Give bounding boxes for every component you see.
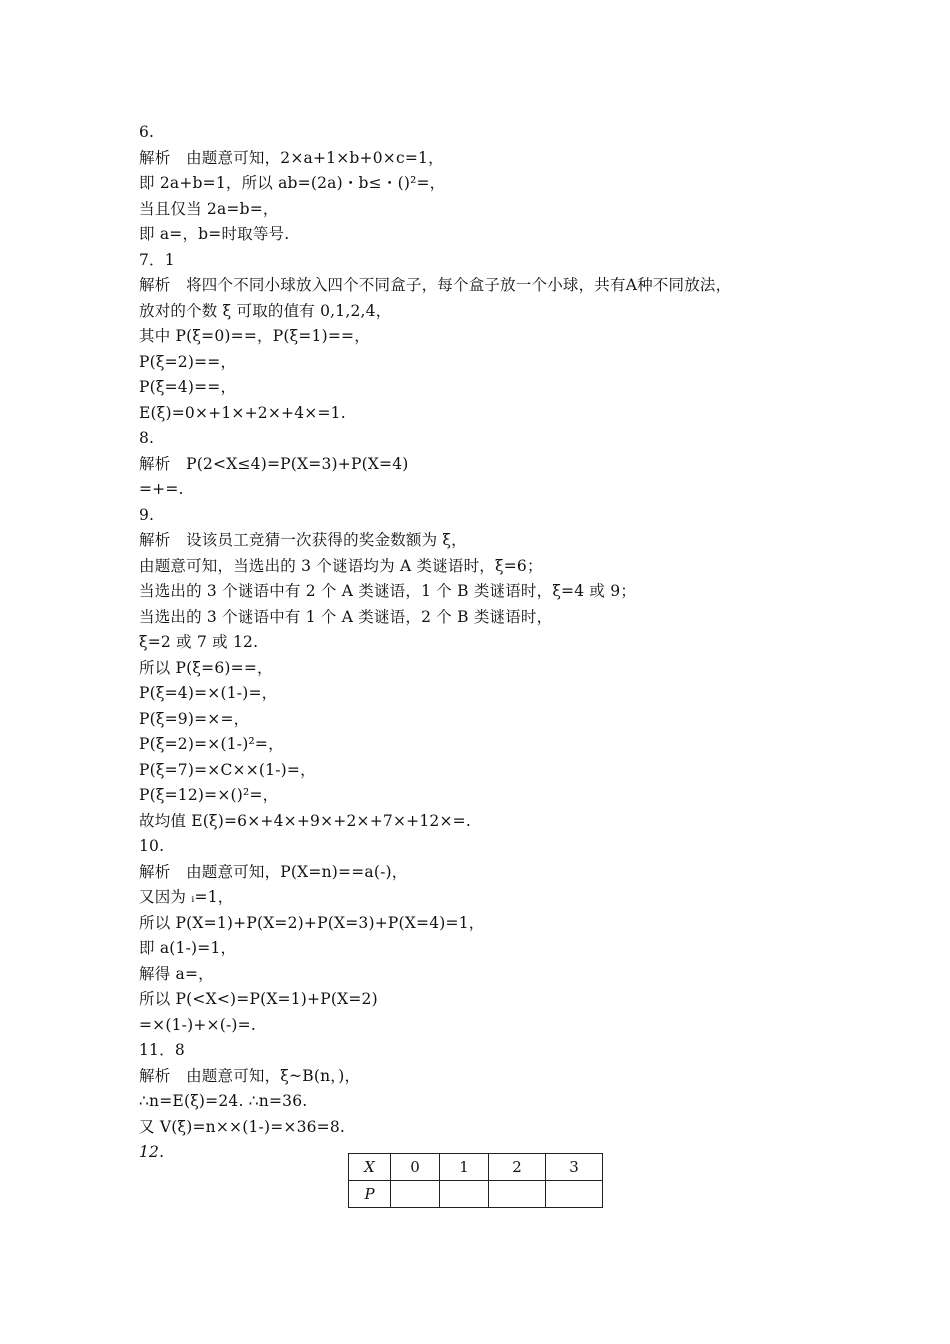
text-line: 即 2a+b=1，所以 ab=(2a)・b≤・()²=， xyxy=(139,174,446,192)
text-line: 6. xyxy=(139,123,155,141)
text-line: 所以 P(<X<)=P(X=1)+P(X=2) xyxy=(139,990,378,1008)
text-line: 11．8 xyxy=(139,1041,185,1059)
table-cell xyxy=(546,1181,603,1208)
text-line: 其中 P(ξ=0)==，P(ξ=1)==， xyxy=(139,327,370,345)
text-line: =+=. xyxy=(139,480,184,498)
table-cell: 0 xyxy=(391,1154,440,1181)
text-line: 解析 将四个不同小球放入四个不同盒子，每个盒子放一个小球，共有A种不同放法， xyxy=(139,276,732,294)
text-line: 又 V(ξ)=n××(1-)=×36=8. xyxy=(139,1117,346,1136)
text-line: 解析 由题意可知，ξ~B(n，)， xyxy=(139,1066,361,1085)
text-line: 解析 设该员工竞猜一次获得的奖金数额为 ξ， xyxy=(139,531,467,549)
text-line: P(ξ=7)=×C××(1-)=， xyxy=(139,760,316,779)
text-line: 解析 由题意可知，P(X=n)==a(-)， xyxy=(139,862,408,881)
text-line: 解析 由题意可知，2×a+1×b+0×c=1， xyxy=(139,148,444,167)
text-line: ∴n=E(ξ)=24. ∴n=36. xyxy=(139,1092,308,1110)
text-line: 故均值 E(ξ)=6×+4×+9×+2×+7×+12×=. xyxy=(139,811,471,830)
text-line: ξ=2 或 7 或 12. xyxy=(139,633,259,651)
text-line: 当选出的 3 个谜语中有 2 个 A 类谜语，1 个 B 类谜语时，ξ=4 或 9； xyxy=(139,582,637,600)
table-row xyxy=(349,1181,603,1208)
text-line: 7．1 xyxy=(139,250,175,269)
table-cell xyxy=(440,1181,489,1208)
text-line: 10. xyxy=(139,837,165,855)
table-cell: 3 xyxy=(546,1154,603,1181)
text-line: 当选出的 3 个谜语中有 1 个 A 类谜语，2 个 B 类谜语时， xyxy=(139,607,553,626)
text-line: 解析 P(2<X≤4)=P(X=3)+P(X=4) xyxy=(139,454,409,473)
text-line: P(ξ=4)=×(1-)=， xyxy=(139,684,278,702)
text-line: P(ξ=12)=×()²=， xyxy=(139,786,279,804)
text-line: P(ξ=2)==， xyxy=(139,352,237,371)
solution-text xyxy=(139,120,839,1166)
text-line: 当且仅当 2a=b=， xyxy=(139,199,279,218)
text-line: P(ξ=9)=×=， xyxy=(139,709,250,728)
text-line: 由题意可知，当选出的 3 个谜语均为 A 类谜语时，ξ=6； xyxy=(139,556,543,575)
text-line: 8. xyxy=(139,429,155,447)
text-line: 即 a(1-)=1， xyxy=(139,939,237,957)
text-line: 即 a=，b=时取等号. xyxy=(139,225,290,243)
text-line: 所以 P(X=1)+P(X=2)+P(X=3)+P(X=4)=1， xyxy=(139,913,485,932)
table-cell: P xyxy=(349,1181,391,1208)
text-line: E(ξ)=0×+1×+2×+4×=1. xyxy=(139,403,346,422)
text-line: 12. xyxy=(139,1143,165,1161)
text-line: 放对的个数 ξ 可取的值有 0,1,2,4， xyxy=(139,301,392,320)
text-line: 9. xyxy=(139,505,155,524)
table-cell xyxy=(391,1181,440,1208)
table-cell xyxy=(489,1181,546,1208)
table-cell: X xyxy=(349,1154,391,1181)
distribution-table xyxy=(348,1153,603,1208)
table-cell: 2 xyxy=(489,1154,546,1181)
text-line: =×(1-)+×(-)=. xyxy=(139,1015,256,1034)
table-cell: 1 xyxy=(440,1154,489,1181)
distribution-table-wrapper xyxy=(348,1153,603,1208)
text-line: P(ξ=2)=×(1-)²=， xyxy=(139,735,284,753)
text-line: 又因为 ᵢ=1， xyxy=(139,888,234,906)
text-line: P(ξ=4)==， xyxy=(139,378,237,396)
text-line: 所以 P(ξ=6)==， xyxy=(139,658,273,677)
text-line: 解得 a=， xyxy=(139,964,214,983)
table-header-row xyxy=(349,1154,603,1181)
